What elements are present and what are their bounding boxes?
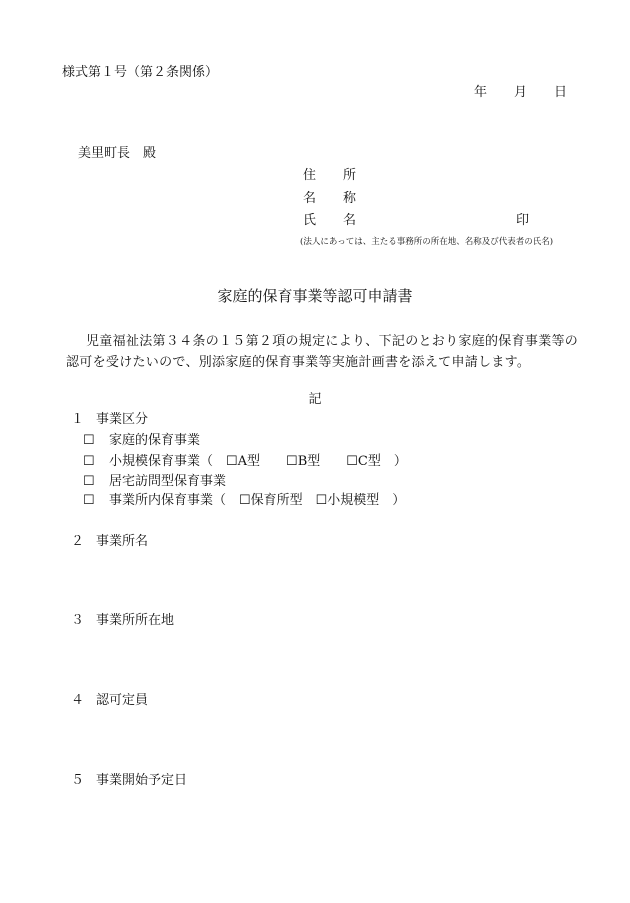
business-type-item: 居宅訪問型保育事業 [109, 474, 227, 489]
checkbox-icon[interactable]: ☐ [83, 454, 95, 469]
applicant-note: (法人にあっては、主たる事務所の所在地、名称及び代表者の氏名) [300, 237, 554, 247]
section-3-number: ３ [71, 613, 85, 628]
date-year-label: 年 [474, 85, 488, 100]
section-2-number: ２ [71, 534, 85, 549]
business-type-item: 事業所内保育事業（ ☐保育所型 ☐小規模型 ） [109, 493, 406, 508]
address-label [303, 169, 356, 182]
form-number: 様式第１号（第２条関係） [62, 65, 219, 80]
checkbox-icon[interactable]: ☐ [83, 493, 95, 508]
org-name-label-char-2: 称 [343, 191, 357, 206]
date-month-label: 月 [514, 85, 528, 100]
business-type-item: 家庭的保育事業 [109, 433, 201, 448]
checkbox-icon[interactable]: ☐ [83, 474, 95, 489]
address-label-char-2: 所 [343, 168, 357, 183]
section-3-label: 事業所所在地 [96, 613, 175, 628]
person-name-label [303, 214, 356, 227]
section-1-number: １ [71, 412, 85, 427]
addressee: 美里町長 殿 [78, 146, 157, 161]
checkbox-icon[interactable]: ☐ [83, 433, 95, 448]
section-1-label: 事業区分 [96, 412, 149, 427]
org-name-label-char-1: 名 [303, 191, 317, 206]
section-5-label: 事業開始予定日 [96, 773, 188, 788]
business-type-item: 小規模保育事業（ ☐A型 ☐B型 ☐C型 ） [109, 454, 407, 469]
section-5-number: ５ [71, 773, 85, 788]
date-day-label: 日 [554, 85, 568, 100]
document-title: 家庭的保育事業等認可申請書 [217, 287, 413, 305]
section-2-label: 事業所名 [96, 534, 149, 549]
section-4-label: 認可定員 [96, 693, 149, 708]
person-name-label-char-2: 名 [343, 213, 357, 228]
address-label-char-1: 住 [303, 168, 317, 183]
ki-heading: 記 [308, 392, 322, 407]
seal-mark: 印 [516, 213, 530, 228]
person-name-label-char-1: 氏 [303, 213, 317, 228]
section-4-number: ４ [71, 693, 85, 708]
org-name-label [303, 192, 356, 205]
application-statement: 児童福祉法第３４条の１５第２項の規定により、下記のとおり家庭的保育事業等の認可を受けたいので、別添家庭的保育事業等実施計画書を添えて申請します。 [66, 334, 579, 370]
